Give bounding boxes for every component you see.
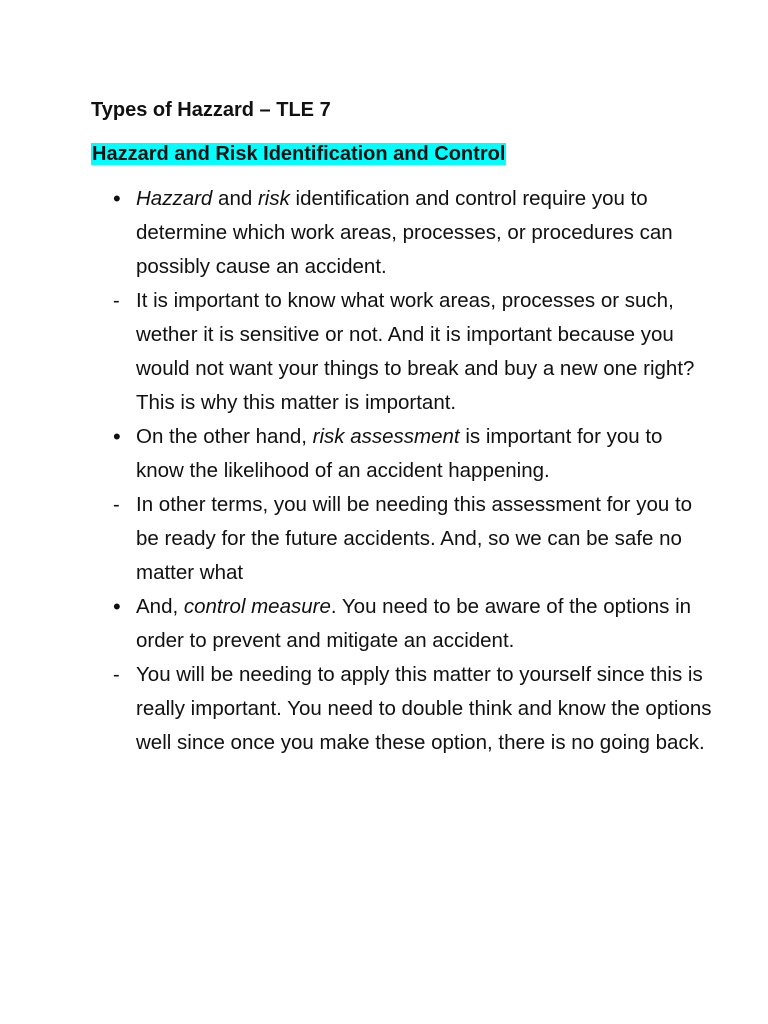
item-text: It is important to know what work areas, processes or such, wether it is sensitive or not. And it is important because you would not want your things to break and buy a new one right? This is why this matter is important.	[136, 289, 695, 414]
dash-item-apply-matter	[113, 658, 713, 760]
emphasis-risk-assessment: risk assessment	[312, 425, 460, 448]
document-title: Types of Hazzard – TLE 7	[91, 99, 331, 121]
bullet-item-control-measure	[113, 590, 713, 658]
item-text: identification and control require you to determine which work areas, processes, or procedures can possibly cause an accident.	[136, 187, 673, 278]
item-text: On the other hand,	[136, 425, 313, 448]
emphasis-hazzard: Hazzard	[136, 187, 213, 210]
dash-item-future-accidents	[113, 488, 713, 590]
bullet-marker: •	[113, 186, 121, 211]
emphasis-risk: risk	[257, 187, 290, 210]
dash-marker: -	[113, 664, 120, 686]
item-text: and	[212, 187, 258, 210]
emphasis-control-measure: control measure	[183, 595, 331, 618]
highlighted-section-heading	[91, 139, 506, 169]
item-text: . You need to be aware of the options in order to prevent and mitigate an accident.	[136, 595, 692, 652]
bullet-marker: •	[113, 424, 121, 449]
item-text: And,	[136, 595, 184, 618]
item-text: You will be needing to apply this matter to yourself since this is really important. You need to double think and know the options well since once you make these option, there is no going back.	[136, 663, 712, 754]
section-heading-text: Hazzard and Risk Identification and Control	[92, 143, 506, 165]
dash-marker: -	[113, 494, 120, 516]
item-text: is important for you to know the likelihood of an accident happening.	[136, 425, 663, 482]
dash-item-importance	[113, 284, 713, 420]
item-text: In other terms, you will be needing this assessment for you to be ready for the future accidents. And, so we can be safe no matter what	[136, 493, 693, 584]
content-list	[113, 182, 713, 760]
bullet-item-hazard-risk	[113, 182, 713, 284]
bullet-item-risk-assessment	[113, 420, 713, 488]
dash-marker: -	[113, 290, 120, 312]
bullet-marker: •	[113, 594, 121, 619]
